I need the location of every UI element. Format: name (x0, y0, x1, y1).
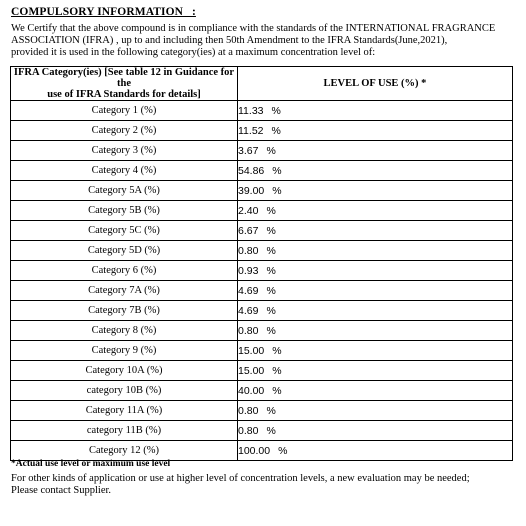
table-header-row (11, 67, 513, 101)
category-cell: Category 8 (%) (11, 321, 238, 341)
level-cell (238, 141, 513, 161)
level-cell (238, 321, 513, 341)
table-row (11, 361, 513, 381)
level-value: 11.33 (238, 104, 264, 117)
category-cell: Category 7A (%) (11, 281, 238, 301)
category-cell: Category 4 (%) (11, 161, 238, 181)
level-unit: % (266, 244, 276, 257)
level-unit: % (272, 344, 282, 357)
level-cell (238, 181, 513, 201)
level-value: 39.00 (238, 184, 265, 197)
compliance-statement-line: ASSOCIATION (IFRA) , up to and including then 50th Amendment to the IFRA Standards(June,2021), (11, 35, 448, 46)
level-cell (238, 441, 513, 461)
table-row (11, 181, 513, 201)
category-cell: category 11B (%) (11, 421, 238, 441)
level-value: 6.67 (238, 224, 259, 237)
level-cell (238, 421, 513, 441)
level-value: 0.80 (238, 324, 259, 337)
level-value: 15.00 (238, 344, 265, 357)
category-cell: Category 5A (%) (11, 181, 238, 201)
table-row (11, 281, 513, 301)
level-value: 0.80 (238, 424, 259, 437)
level-value: 0.80 (238, 244, 259, 257)
compliance-statement-line: provided it is used in the following category(ies) at a maximum concentration level of: (11, 47, 376, 58)
table-row (11, 261, 513, 281)
level-unit: % (271, 104, 281, 117)
level-value: 4.69 (238, 284, 259, 297)
footer-line: Please contact Supplier. (11, 485, 112, 496)
level-unit: % (266, 424, 276, 437)
table-row (11, 121, 513, 141)
category-header-line: IFRA Category(ies) [See table 12 in Guidance for the (13, 67, 235, 89)
level-unit: % (272, 184, 282, 197)
level-unit: % (266, 204, 276, 217)
level-cell (238, 241, 513, 261)
category-cell: Category 1 (%) (11, 101, 238, 121)
level-cell (238, 301, 513, 321)
category-cell: Category 9 (%) (11, 341, 238, 361)
level-unit: % (271, 124, 281, 137)
level-unit: % (272, 364, 282, 377)
table-row (11, 341, 513, 361)
level-value: 54.86 (238, 164, 265, 177)
table-row (11, 441, 513, 461)
category-cell: Category 5B (%) (11, 201, 238, 221)
level-unit: % (266, 284, 276, 297)
category-cell: Category 5C (%) (11, 221, 238, 241)
level-column-header: LEVEL OF USE (%) * (238, 67, 513, 101)
section-title: COMPULSORY INFORMATION : (11, 6, 196, 18)
level-unit: % (266, 304, 276, 317)
category-cell: Category 6 (%) (11, 261, 238, 281)
footer-text (11, 473, 521, 497)
table-row (11, 301, 513, 321)
level-cell (238, 361, 513, 381)
category-cell: category 10B (%) (11, 381, 238, 401)
category-cell: Category 11A (%) (11, 401, 238, 421)
level-value: 40.00 (238, 384, 265, 397)
level-unit: % (272, 164, 282, 177)
level-value: 0.80 (238, 404, 259, 417)
category-cell: Category 7B (%) (11, 301, 238, 321)
category-cell: Category 3 (%) (11, 141, 238, 161)
table-row (11, 141, 513, 161)
level-unit: % (266, 264, 276, 277)
level-value: 0.93 (238, 264, 259, 277)
ifra-category-table (10, 66, 513, 461)
table-row (11, 201, 513, 221)
table-row (11, 381, 513, 401)
level-value: 100.00 (238, 444, 271, 457)
table-row (11, 401, 513, 421)
compliance-statement-line: We Certify that the above compound is in compliance with the standards of the INTERNATIONAL FRAGRANCE (11, 23, 496, 34)
table-row (11, 421, 513, 441)
category-header-line: use of IFRA Standards for details] (47, 89, 201, 100)
level-value: 2.40 (238, 204, 259, 217)
table-row (11, 221, 513, 241)
category-cell: Category 10A (%) (11, 361, 238, 381)
level-unit: % (266, 144, 276, 157)
level-cell (238, 381, 513, 401)
level-cell (238, 341, 513, 361)
level-cell (238, 121, 513, 141)
table-row (11, 321, 513, 341)
category-cell: Category 2 (%) (11, 121, 238, 141)
level-cell (238, 101, 513, 121)
level-cell (238, 161, 513, 181)
table-body (11, 101, 513, 461)
footnote: *Actual use level or maximum use level (11, 459, 171, 469)
level-unit: % (272, 384, 282, 397)
footer-line: For other kinds of application or use at higher level of concentration levels, a new evaluation may be needed; (11, 473, 470, 484)
level-value: 11.52 (238, 124, 264, 137)
category-cell: Category 5D (%) (11, 241, 238, 261)
level-value: 4.69 (238, 304, 259, 317)
category-cell: Category 12 (%) (11, 441, 238, 461)
level-cell (238, 281, 513, 301)
level-cell (238, 401, 513, 421)
level-unit: % (278, 444, 288, 457)
level-value: 3.67 (238, 144, 259, 157)
category-column-header (11, 67, 238, 101)
level-value: 15.00 (238, 364, 265, 377)
table-row (11, 161, 513, 181)
level-cell (238, 221, 513, 241)
level-unit: % (266, 324, 276, 337)
table-row (11, 241, 513, 261)
compliance-statement (11, 23, 521, 59)
level-unit: % (266, 224, 276, 237)
level-cell (238, 261, 513, 281)
table-row (11, 101, 513, 121)
level-cell (238, 201, 513, 221)
level-unit: % (266, 404, 276, 417)
